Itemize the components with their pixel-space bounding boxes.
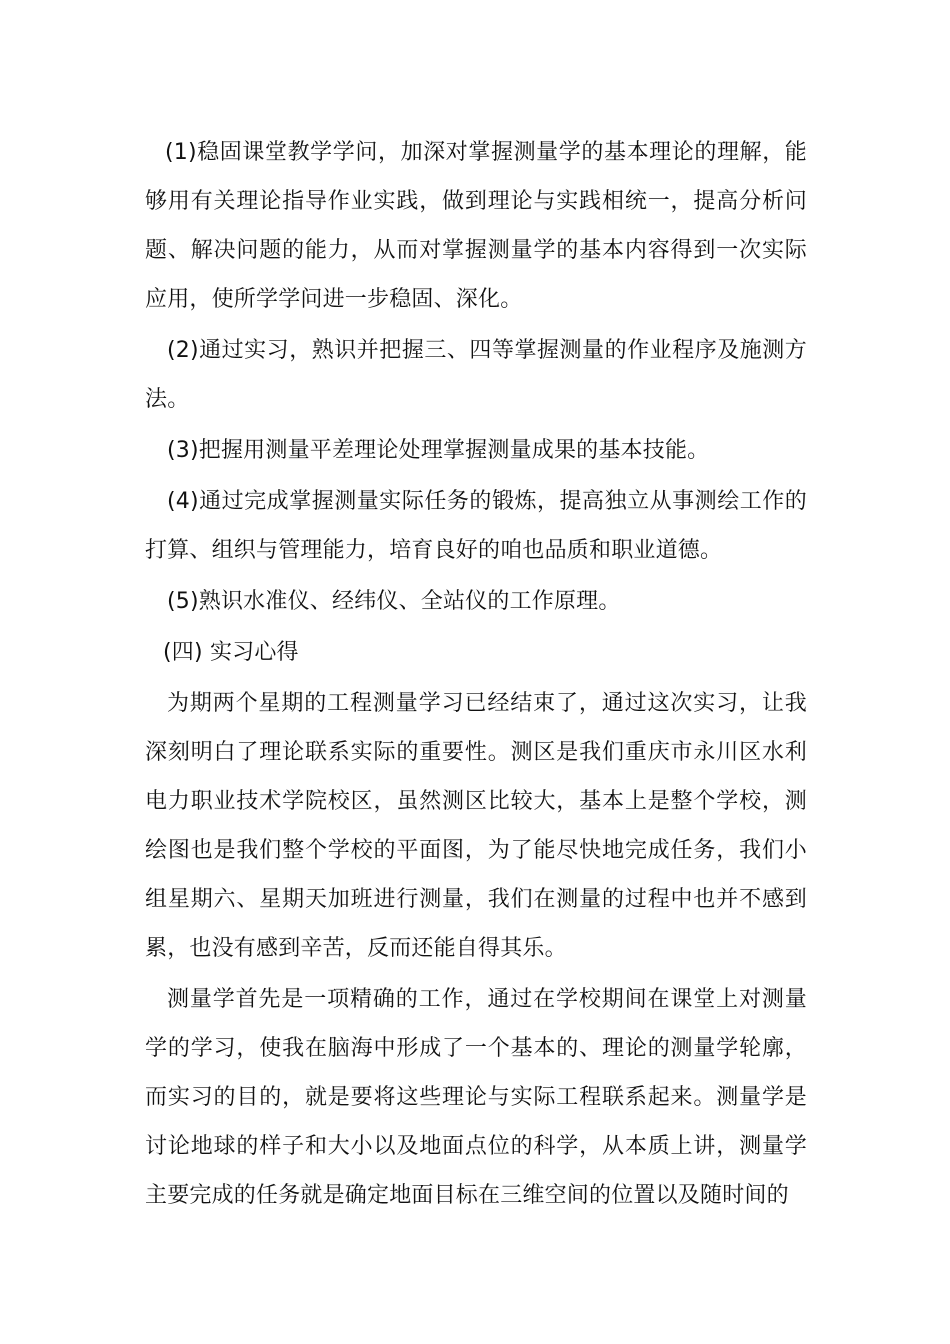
document-body xyxy=(145,128,807,1220)
section-heading-internship-reflection: (四) 实习心得 xyxy=(163,640,299,665)
paragraph-objective-4: (4)通过完成掌握测量实际任务的锻炼，提高独立从事测绘工作的打算、组织与管理能力，培育良好的咱也品质和职业道德。 xyxy=(145,489,807,563)
paragraph-objective-1: (1)稳固课堂教学学问，加深对掌握测量学的基本理论的理解，能够用有关理论指导作业实践，做到理论与实践相统一，提高分析问题、解决问题的能力，从而对掌握测量学的基本内容得到一次实际应用，使所学学问进一步稳固、深化。 xyxy=(145,140,807,312)
paragraph-objective-5: (5)熟识水准仪、经纬仪、全站仪的工作原理。 xyxy=(167,589,621,614)
paragraph-objective-2: (2)通过实习，熟识并把握三、四等掌握测量的作业程序及施测方法。 xyxy=(145,338,807,412)
paragraph-reflection-2: 测量学首先是一项精确的工作，通过在学校期间在课堂上对测量学的学习，使我在脑海中形成了一个基本的、理论的测量学轮廓，而实习的目的，就是要将这些理论与实际工程联系起来。测量学是讨论地球的样子和大小以及地面点位的科学，从本质上讲，测量学主要完成的任务就是确定地面目标在三维空间的位置以及随时间的 xyxy=(145,987,807,1208)
paragraph-objective-3: (3)把握用测量平差理论处理掌握测量成果的基本技能。 xyxy=(167,438,710,463)
paragraph-reflection-1: 为期两个星期的工程测量学习已经结束了，通过这次实习，让我深刻明白了理论联系实际的重要性。测区是我们重庆市永川区水利电力职业技术学院校区，虽然测区比较大，基本上是整个学校，测绘图也是我们整个学校的平面图，为了能尽快地完成任务，我们小组星期六、星期天加班进行测量，我们在测量的过程中也并不感到累，也没有感到辛苦，反而还能自得其乐。 xyxy=(145,691,807,961)
